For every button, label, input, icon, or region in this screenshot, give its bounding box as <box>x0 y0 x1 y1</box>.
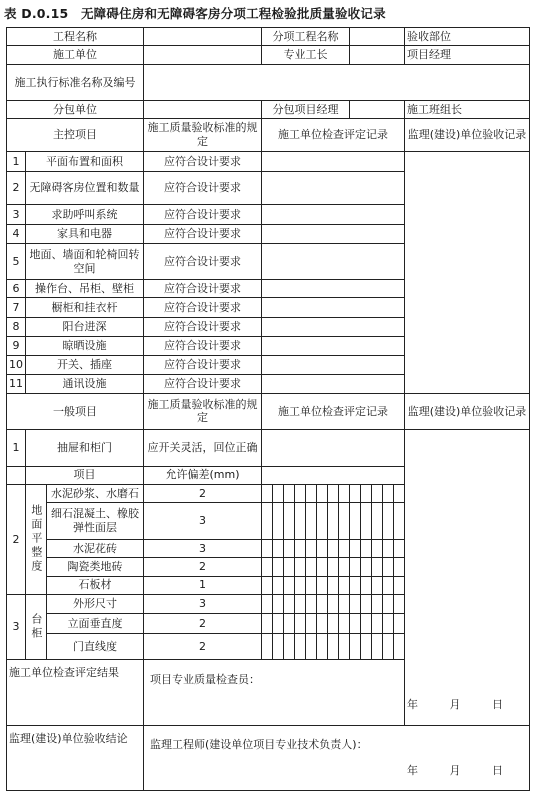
measure-cell[interactable] <box>273 595 284 614</box>
measure-cell[interactable] <box>306 633 317 660</box>
measure-cell[interactable] <box>350 539 361 557</box>
measure-cell[interactable] <box>339 539 350 557</box>
supervision-engineer-signature: 监理工程师(建设单位项目专业技术负责人)： <box>150 738 368 752</box>
measure-cell[interactable] <box>383 576 394 594</box>
subcontract-manager-label: 分包项目经理 <box>262 101 350 118</box>
sub-project-name-label: 分项工程名称 <box>262 28 350 46</box>
project-manager-label: 项目经理 <box>405 46 530 64</box>
measure-cell[interactable] <box>383 558 394 576</box>
measure-cell[interactable] <box>284 595 295 614</box>
supervision-conclusion-cell[interactable] <box>144 725 530 790</box>
measure-cell[interactable] <box>383 539 394 557</box>
main-item-requirement: 应符合设计要求 <box>144 337 262 356</box>
main-item-name: 无障碍客房位置和数量 <box>26 171 144 205</box>
measure-cell[interactable] <box>383 503 394 540</box>
deviation-subheader: 允许偏差(mm) <box>144 466 262 484</box>
measure-item-name: 立面垂直度 <box>47 614 144 633</box>
measure-cell[interactable] <box>306 576 317 594</box>
main-item-requirement: 应符合设计要求 <box>144 279 262 297</box>
general-item-no: 3 <box>7 595 26 660</box>
main-check-header: 施工单位检查评定记录 <box>262 118 405 152</box>
measure-cell[interactable] <box>394 576 405 594</box>
main-item-check-cell[interactable] <box>262 224 405 243</box>
main-item-no: 2 <box>7 171 26 205</box>
measure-cell[interactable] <box>361 614 372 633</box>
blank-cell <box>7 466 26 484</box>
measure-item-value: 2 <box>144 633 262 660</box>
measure-cell[interactable] <box>350 484 361 502</box>
measure-cell[interactable] <box>295 484 306 502</box>
measure-cell[interactable] <box>328 484 339 502</box>
measure-cell[interactable] <box>328 633 339 660</box>
measure-cell[interactable] <box>262 633 273 660</box>
acceptance-part-label: 验收部位 <box>405 28 530 46</box>
main-item-name: 家具和电器 <box>26 224 144 243</box>
project-name-label: 工程名称 <box>7 28 144 46</box>
measure-cell[interactable] <box>284 576 295 594</box>
main-item-name: 操作台、吊柜、壁柜 <box>26 279 144 297</box>
measure-cell[interactable] <box>394 484 405 502</box>
measure-item-name: 门直线度 <box>47 633 144 660</box>
measure-cell[interactable] <box>317 558 328 576</box>
measure-cell[interactable] <box>328 614 339 633</box>
measure-item-value: 2 <box>144 484 262 502</box>
quality-inspector-signature: 项目专业质量检查员： <box>150 672 261 686</box>
measure-cell[interactable] <box>295 539 306 557</box>
measure-cell[interactable] <box>262 576 273 594</box>
measure-cell[interactable] <box>295 633 306 660</box>
main-item-no: 6 <box>7 279 26 297</box>
construction-unit-label: 施工单位 <box>7 46 144 64</box>
main-item-name: 晾晒设施 <box>26 337 144 356</box>
measure-cell[interactable] <box>317 539 328 557</box>
measure-cell[interactable] <box>328 576 339 594</box>
measure-item-value: 3 <box>144 595 262 614</box>
measure-cell[interactable] <box>295 595 306 614</box>
measure-cell[interactable] <box>350 558 361 576</box>
main-item-check-cell[interactable] <box>262 205 405 224</box>
measure-cell[interactable] <box>383 633 394 660</box>
main-standard-header: 施工质量验收标准的规定 <box>144 118 262 152</box>
main-item-name: 通讯设施 <box>26 374 144 393</box>
measure-cell[interactable] <box>284 558 295 576</box>
measure-cell[interactable] <box>361 633 372 660</box>
measure-item-value: 1 <box>144 576 262 594</box>
measure-cell[interactable] <box>394 539 405 557</box>
measure-cell[interactable] <box>383 614 394 633</box>
supervision-date: 年 月 日 <box>407 763 518 777</box>
measure-cell[interactable] <box>306 539 317 557</box>
general-item-check-cell[interactable] <box>262 429 405 466</box>
measure-cell[interactable] <box>372 595 383 614</box>
measure-cell[interactable] <box>317 614 328 633</box>
main-item-requirement: 应符合设计要求 <box>144 224 262 243</box>
measure-cell[interactable] <box>273 558 284 576</box>
measure-cell[interactable] <box>262 539 273 557</box>
measure-cell[interactable] <box>350 633 361 660</box>
main-item-check-cell[interactable] <box>262 171 405 205</box>
measure-cell[interactable] <box>339 576 350 594</box>
main-item-requirement: 应符合设计要求 <box>144 298 262 317</box>
main-item-no: 3 <box>7 205 26 224</box>
measure-cell[interactable] <box>284 539 295 557</box>
main-item-check-cell[interactable] <box>262 298 405 317</box>
measure-item-name: 外形尺寸 <box>47 595 144 614</box>
measure-cell[interactable] <box>372 503 383 540</box>
measure-cell[interactable] <box>284 633 295 660</box>
measure-cell[interactable] <box>328 539 339 557</box>
measure-cell[interactable] <box>262 558 273 576</box>
measure-cell[interactable] <box>383 595 394 614</box>
main-supervision-cell[interactable] <box>405 152 530 394</box>
measure-cell[interactable] <box>306 558 317 576</box>
measure-cell[interactable] <box>394 633 405 660</box>
standard-name-value[interactable] <box>144 64 530 101</box>
measure-cell[interactable] <box>339 614 350 633</box>
main-item-name: 阳台进深 <box>26 317 144 336</box>
cabinet-group: 台柜 <box>26 595 47 660</box>
measure-cell[interactable] <box>361 539 372 557</box>
subcontract-manager-value[interactable] <box>350 101 405 118</box>
main-supervision-header: 监理(建设)单位验收记录 <box>405 118 530 152</box>
main-item-check-cell[interactable] <box>262 317 405 336</box>
main-item-requirement: 应符合设计要求 <box>144 317 262 336</box>
main-item-name: 橱柜和挂衣杆 <box>26 298 144 317</box>
construction-date: 年 月 日 <box>407 698 518 712</box>
measure-cell[interactable] <box>273 576 284 594</box>
main-item-name: 平面布置和面积 <box>26 152 144 171</box>
measure-cell[interactable] <box>361 595 372 614</box>
measure-cell[interactable] <box>295 614 306 633</box>
measure-cell[interactable] <box>273 614 284 633</box>
main-item-requirement: 应符合设计要求 <box>144 374 262 393</box>
supervision-conclusion-label: 监理(建设)单位验收结论 <box>7 725 144 790</box>
main-item-name: 地面、墙面和轮椅回转空间 <box>26 244 144 280</box>
project-name-value[interactable] <box>144 28 262 46</box>
measure-cell[interactable] <box>262 503 273 540</box>
general-item-name: 抽屉和柜门 <box>26 429 144 466</box>
measure-cell[interactable] <box>394 558 405 576</box>
measure-cell[interactable] <box>306 503 317 540</box>
construction-result-cell[interactable] <box>144 660 530 725</box>
team-leader-label: 施工班组长 <box>405 101 530 118</box>
measure-cell[interactable] <box>339 595 350 614</box>
form-code: 表 D.0.15 <box>4 6 69 21</box>
measure-cell[interactable] <box>284 614 295 633</box>
main-item-check-cell[interactable] <box>262 279 405 297</box>
measure-cell[interactable] <box>339 633 350 660</box>
form-title <box>4 4 530 22</box>
subcontract-unit-label: 分包单位 <box>7 101 144 118</box>
measure-cell[interactable] <box>372 633 383 660</box>
measure-cell[interactable] <box>262 614 273 633</box>
subcontract-unit-value[interactable] <box>144 101 262 118</box>
measure-cell[interactable] <box>306 484 317 502</box>
measure-cell[interactable] <box>361 484 372 502</box>
project-subheader: 项目 <box>26 466 144 484</box>
general-supervision-header: 监理(建设)单位验收记录 <box>405 394 530 430</box>
measure-item-name: 水泥砂浆、水磨石 <box>47 484 144 502</box>
form-title-text: 无障碍住房和无障碍客房分项工程检验批质量验收记录 <box>80 6 386 21</box>
main-item-no: 10 <box>7 356 26 374</box>
general-item-no: 2 <box>7 484 26 594</box>
measure-cell[interactable] <box>394 595 405 614</box>
measure-cell[interactable] <box>295 503 306 540</box>
main-item-no: 8 <box>7 317 26 336</box>
measure-cell[interactable] <box>394 503 405 540</box>
foreman-label: 专业工长 <box>262 46 350 64</box>
construction-result-label: 施工单位检查评定结果 <box>7 660 144 725</box>
measure-cell[interactable] <box>372 558 383 576</box>
measure-cell[interactable] <box>328 595 339 614</box>
measure-cell[interactable] <box>317 576 328 594</box>
main-item-name: 求助呼叫系统 <box>26 205 144 224</box>
main-item-requirement: 应符合设计要求 <box>144 205 262 224</box>
measure-cell[interactable] <box>339 484 350 502</box>
main-item-no: 11 <box>7 374 26 393</box>
measure-cell[interactable] <box>306 595 317 614</box>
measure-cell[interactable] <box>295 558 306 576</box>
main-item-check-cell[interactable] <box>262 337 405 356</box>
measure-cell[interactable] <box>383 484 394 502</box>
main-item-no: 1 <box>7 152 26 171</box>
measure-cell[interactable] <box>372 614 383 633</box>
standard-name-label: 施工执行标准名称及编号 <box>7 64 144 101</box>
measure-cell[interactable] <box>295 576 306 594</box>
deviation-check-cell[interactable] <box>262 466 405 484</box>
measure-item-name: 细石混凝土、橡胶弹性面层 <box>47 503 144 540</box>
measure-cell[interactable] <box>273 633 284 660</box>
measure-cell[interactable] <box>372 576 383 594</box>
main-item-no: 7 <box>7 298 26 317</box>
measure-cell[interactable] <box>328 503 339 540</box>
measure-item-value: 2 <box>144 558 262 576</box>
floor-flatness-group: 地面平整度 <box>26 484 47 594</box>
measure-cell[interactable] <box>262 484 273 502</box>
measure-cell[interactable] <box>361 558 372 576</box>
construction-unit-value[interactable] <box>144 46 262 64</box>
measure-cell[interactable] <box>350 503 361 540</box>
measure-cell[interactable] <box>339 558 350 576</box>
sub-project-name-value[interactable] <box>350 28 405 46</box>
measure-cell[interactable] <box>273 539 284 557</box>
measure-cell[interactable] <box>317 484 328 502</box>
measure-item-name: 石板材 <box>47 576 144 594</box>
main-item-name: 开关、插座 <box>26 356 144 374</box>
main-item-check-cell[interactable] <box>262 374 405 393</box>
measure-item-name: 水泥花砖 <box>47 539 144 557</box>
measure-cell[interactable] <box>350 614 361 633</box>
main-item-requirement: 应符合设计要求 <box>144 152 262 171</box>
measure-cell[interactable] <box>273 503 284 540</box>
measure-cell[interactable] <box>372 539 383 557</box>
measure-item-value: 2 <box>144 614 262 633</box>
main-item-requirement: 应符合设计要求 <box>144 356 262 374</box>
main-item-check-cell[interactable] <box>262 152 405 171</box>
general-header: 一般项目 <box>7 394 144 430</box>
measure-cell[interactable] <box>361 503 372 540</box>
general-check-header: 施工单位检查评定记录 <box>262 394 405 430</box>
main-item-no: 9 <box>7 337 26 356</box>
main-item-requirement: 应符合设计要求 <box>144 171 262 205</box>
measure-cell[interactable] <box>317 595 328 614</box>
measure-cell[interactable] <box>328 558 339 576</box>
main-item-no: 5 <box>7 244 26 280</box>
measure-item-name: 陶瓷类地砖 <box>47 558 144 576</box>
measure-cell[interactable] <box>394 614 405 633</box>
measure-cell[interactable] <box>306 614 317 633</box>
main-item-no: 4 <box>7 224 26 243</box>
measure-item-value: 3 <box>144 503 262 540</box>
measure-cell[interactable] <box>350 576 361 594</box>
general-item-no: 1 <box>7 429 26 466</box>
measure-cell[interactable] <box>284 503 295 540</box>
main-item-check-cell[interactable] <box>262 356 405 374</box>
measure-cell[interactable] <box>339 503 350 540</box>
measure-cell[interactable] <box>350 595 361 614</box>
measure-cell[interactable] <box>361 576 372 594</box>
main-item-check-cell[interactable] <box>262 244 405 280</box>
main-control-header: 主控项目 <box>7 118 144 152</box>
measure-cell[interactable] <box>284 484 295 502</box>
measure-cell[interactable] <box>262 595 273 614</box>
measure-cell[interactable] <box>372 484 383 502</box>
general-item-requirement: 应开关灵活，回位正确 <box>144 429 262 466</box>
acceptance-record-table <box>6 27 530 791</box>
measure-item-value: 3 <box>144 539 262 557</box>
general-standard-header: 施工质量验收标准的规定 <box>144 394 262 430</box>
measure-cell[interactable] <box>273 484 284 502</box>
foreman-value[interactable] <box>350 46 405 64</box>
measure-cell[interactable] <box>317 503 328 540</box>
measure-cell[interactable] <box>317 633 328 660</box>
main-item-requirement: 应符合设计要求 <box>144 244 262 280</box>
